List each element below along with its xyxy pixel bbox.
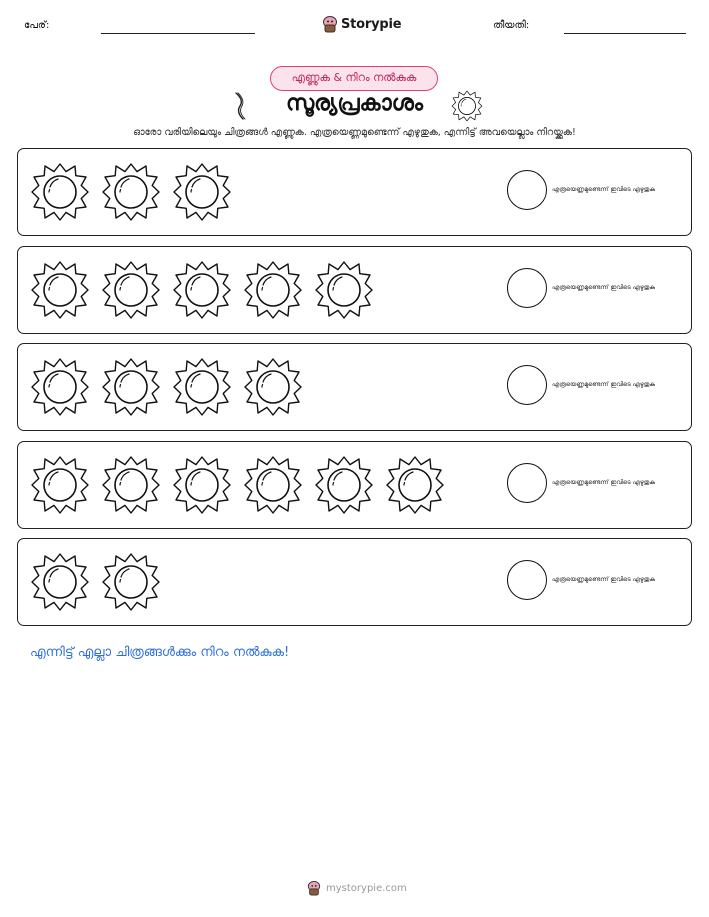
activity-badge: എണ്ണുക & നിറം നൽകുക [270, 66, 438, 91]
worksheet-header [0, 12, 709, 42]
footer-url: mystorypie.com [326, 882, 407, 894]
date-field[interactable] [564, 33, 686, 34]
sun-icon[interactable] [243, 357, 303, 417]
title-area [0, 88, 709, 126]
sun-icon [451, 90, 483, 122]
sun-icon[interactable] [243, 260, 303, 320]
sun-icon[interactable] [101, 260, 161, 320]
color-instruction: എന്നിട്ട് എല്ലാ ചിത്രങ്ങൾക്കും നിറം നൽകുക! [30, 645, 290, 660]
answer-circle[interactable] [507, 365, 547, 405]
sun-icon[interactable] [314, 260, 374, 320]
sun-icon[interactable] [30, 357, 90, 417]
instruction-text: ഓരോ വരിയിലെയും ചിത്രങ്ങൾ എണ്ണുക. എത്രയെണ്ണമുണ്ടെന്ന് എഴുതുക, എന്നിട്ട് അവയെല്ലാം നിറയ്ക്കുക! [133, 127, 576, 138]
sun-icon[interactable] [385, 455, 445, 515]
sun-icon[interactable] [243, 455, 303, 515]
answer-hint: എത്രയെണ്ണമുണ്ടെന്ന് ഇവിടെ എഴുതുക [552, 576, 655, 583]
sun-icon[interactable] [30, 162, 90, 222]
sun-icon[interactable] [101, 455, 161, 515]
sun-icon[interactable] [172, 260, 232, 320]
counting-row [17, 246, 692, 334]
counting-row [17, 441, 692, 529]
name-field[interactable] [101, 33, 255, 34]
sun-icon[interactable] [101, 552, 161, 612]
answer-circle[interactable] [507, 170, 547, 210]
answer-hint: എത്രയെണ്ണമുണ്ടെന്ന് ഇവിടെ എഴുതുക [552, 284, 655, 291]
page-title: സൂര്യപ്രകാശം [285, 91, 424, 116]
storypie-logo-icon [322, 15, 338, 33]
sun-icon[interactable] [30, 260, 90, 320]
sun-icon[interactable] [101, 357, 161, 417]
answer-hint: എത്രയെണ്ണമുണ്ടെന്ന് ഇവിടെ എഴുതുക [552, 381, 655, 388]
sun-icon[interactable] [172, 357, 232, 417]
sun-icon[interactable] [30, 455, 90, 515]
sun-icon[interactable] [314, 455, 374, 515]
footer-brand [307, 879, 407, 897]
name-label: പേര്: [24, 20, 50, 31]
answer-circle[interactable] [507, 560, 547, 600]
brand-header [322, 13, 401, 35]
counting-row [17, 343, 692, 431]
storypie-logo-icon [307, 880, 321, 896]
date-label: തീയതി: [493, 20, 530, 31]
counting-row [17, 148, 692, 236]
counting-row [17, 538, 692, 626]
sun-icon[interactable] [30, 552, 90, 612]
answer-hint: എത്രയെണ്ണമുണ്ടെന്ന് ഇവിടെ എഴുതുക [552, 186, 655, 193]
brand-name: Storypie [341, 16, 402, 32]
sun-icon[interactable] [172, 162, 232, 222]
answer-circle[interactable] [507, 268, 547, 308]
sun-icon[interactable] [101, 162, 161, 222]
answer-hint: എത്രയെണ്ണമുണ്ടെന്ന് ഇവിടെ എഴുതുക [552, 479, 655, 486]
sun-icon[interactable] [172, 455, 232, 515]
answer-circle[interactable] [507, 463, 547, 503]
